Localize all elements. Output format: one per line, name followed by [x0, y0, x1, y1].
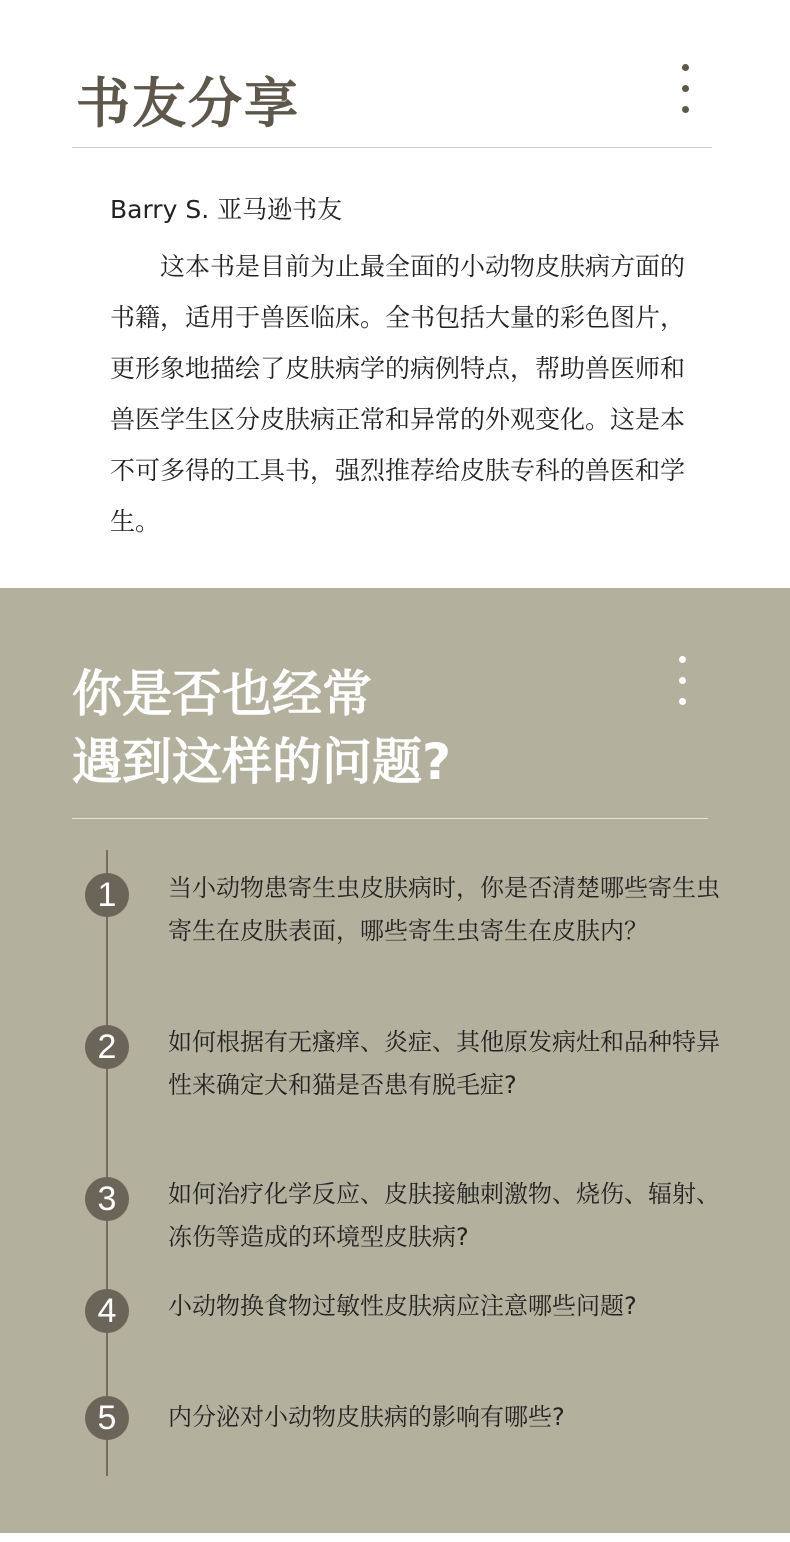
question-text: 内分泌对小动物皮肤病的影响有哪些? [168, 1403, 565, 1431]
more-options-icon [682, 64, 692, 127]
question-text: 当小动物患寄生虫皮肤病时，你是否清楚哪些寄生虫寄生在皮肤表面，哪些寄生虫寄生在皮肤内？ [168, 874, 720, 945]
review-section [0, 0, 790, 588]
number-badge: 2 [85, 1025, 129, 1069]
timeline-line [106, 850, 108, 1476]
review-text: 这本书是目前为止最全面的小动物皮肤病方面的书籍，适用于兽医临床。全书包括大量的彩色图片，更形象地描绘了皮肤病学的病例特点，帮助兽医师和兽医学生区分皮肤病正常和异常的外观变化。这是本不可多得的工具书，强烈推荐给皮肤专科的兽医和学生。 [110, 252, 686, 536]
number-badge: 4 [85, 1289, 129, 1333]
questions-title [72, 660, 451, 796]
number-badge: 1 [85, 873, 129, 917]
question-text: 如何治疗化学反应、皮肤接触刺激物、烧伤、辐射、冻伤等造成的环境型皮肤病? [168, 1180, 720, 1251]
questions-divider [72, 818, 708, 819]
review-divider [72, 147, 712, 148]
number-badge: 3 [85, 1177, 129, 1221]
questions-title-line-2: 遇到这样的问题? [72, 733, 452, 791]
question-text: 小动物换食物过敏性皮肤病应注意哪些问题? [168, 1292, 637, 1320]
number-badge: 5 [85, 1396, 129, 1440]
questions-section [0, 588, 790, 1533]
reviewer-name: Barry S. 亚马逊书友 [110, 195, 343, 224]
review-title: 书友分享 [76, 72, 300, 135]
question-text: 如何根据有无瘙痒、炎症、其他原发病灶和品种特异性来确定犬和猫是否患有脱毛症? [168, 1028, 720, 1099]
questions-title-line-1: 你是否也经常 [72, 665, 372, 723]
more-options-icon [679, 656, 689, 719]
